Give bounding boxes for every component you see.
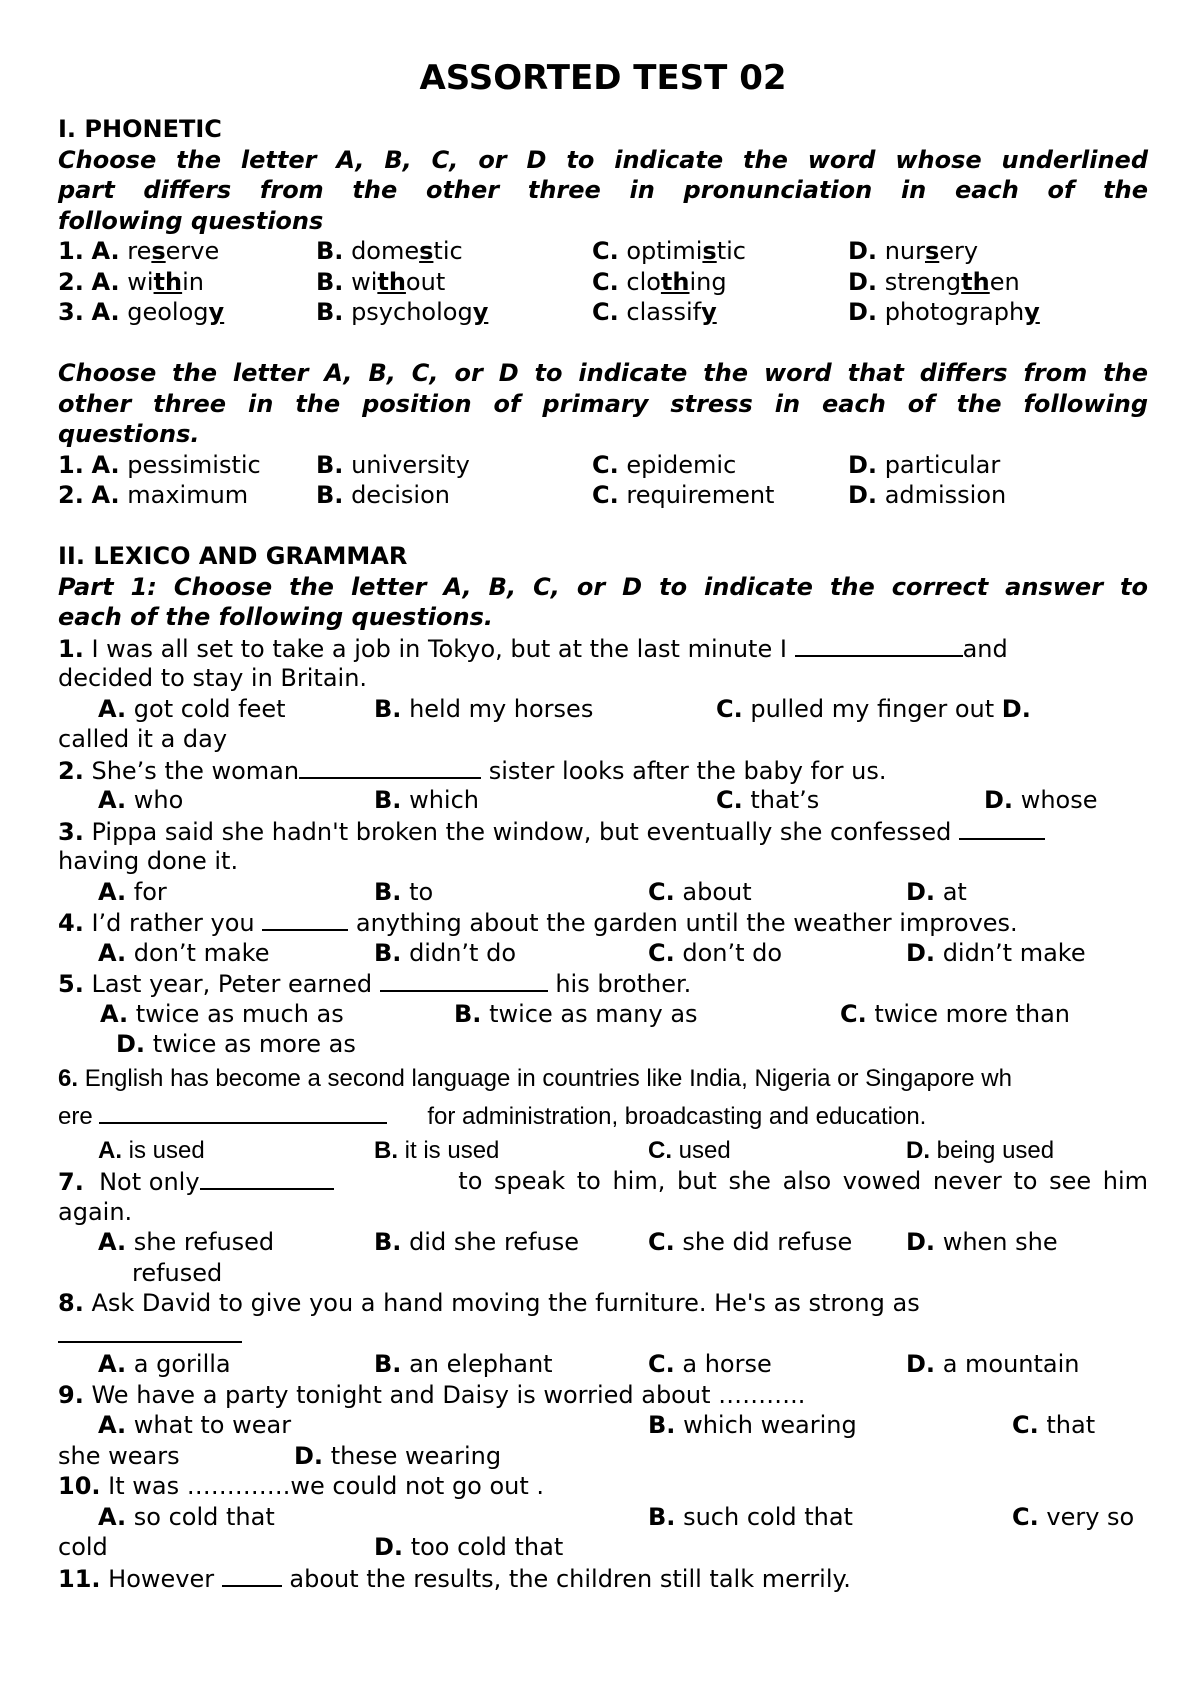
- question-2: 2. She’s the woman sister looks after the baby for us.: [58, 756, 887, 785]
- underlined-part: y: [701, 298, 717, 326]
- option-letter: B.: [316, 267, 344, 296]
- option-text: maximum: [127, 481, 249, 509]
- option-letter: D.: [848, 481, 878, 509]
- underlined-part: th: [961, 267, 990, 296]
- option-text: nur: [884, 237, 925, 265]
- option-text: in: [182, 267, 204, 296]
- option-letter: D.: [848, 450, 878, 479]
- option-text: ing: [689, 267, 727, 296]
- option-letter: B.: [316, 237, 344, 265]
- options-row: she wears D. these wearing: [58, 1441, 502, 1470]
- option: [316, 480, 450, 511]
- option-text: re: [127, 237, 152, 265]
- option-text: decision: [351, 481, 450, 509]
- instruction-line: following questions: [58, 206, 324, 235]
- question-number: 2.: [58, 481, 84, 509]
- option: [592, 236, 746, 267]
- option: [592, 267, 727, 298]
- option-letter: C.: [592, 298, 619, 326]
- option-text: requirement: [626, 481, 775, 509]
- question-text: [58, 1319, 1148, 1350]
- options-row: A. a gorilla B. an elephant C. a horse D. a mountain: [98, 1350, 1080, 1378]
- option-text: wi: [351, 267, 378, 296]
- instruction-line: part differs from the other three in pronunciation in each of the: [58, 176, 1148, 204]
- option-letter: A.: [91, 267, 120, 296]
- instruction-line: Choose the letter A, B, C, or D to indicate the word whose underlined: [58, 145, 1148, 174]
- option-letter: B.: [316, 450, 344, 479]
- option: [316, 450, 470, 481]
- option-letter: C.: [592, 237, 619, 265]
- option-text: clo: [626, 267, 661, 296]
- option-letter: B.: [316, 481, 344, 509]
- option: [848, 297, 1040, 328]
- section-heading-phonetic: I. PHONETIC: [58, 115, 222, 143]
- question-row: [58, 236, 1148, 267]
- option: [592, 450, 736, 481]
- answer-blank: [222, 1563, 282, 1587]
- option-letter: D.: [848, 267, 878, 296]
- option-text: out: [405, 267, 446, 296]
- option-letter: A.: [91, 237, 120, 265]
- question-11: 11. However about the results, the children still talk merrily.: [58, 1564, 851, 1593]
- option-text: optimi: [626, 237, 703, 265]
- options-row: D. twice as more as: [116, 1030, 356, 1058]
- answer-blank: [200, 1166, 334, 1190]
- options-row: A. what to wear B. which wearing C. that: [98, 1411, 1096, 1439]
- option-text: wi: [127, 267, 154, 296]
- instruction-line: Part 1: Choose the letter A, B, C, or D to indicate the correct answer to: [58, 572, 1148, 601]
- option-text: pessimistic: [127, 450, 261, 479]
- underlined-part: y: [1024, 298, 1040, 326]
- option: [848, 267, 1020, 298]
- option-text: admission: [884, 481, 1007, 509]
- answer-blank: [299, 755, 481, 779]
- option: [58, 480, 248, 511]
- option-text: particular: [884, 450, 1001, 479]
- option-letter: C.: [592, 481, 619, 509]
- option-letter: A.: [91, 298, 120, 326]
- question-7: 7. Not only to speak to him, but she also vowed never to see him: [58, 1167, 1148, 1196]
- question-9: 9. We have a party tonight and Daisy is worried about ………..: [58, 1380, 806, 1409]
- question-4: 4. I’d rather you anything about the garden until the weather improves.: [58, 909, 1018, 937]
- option: [316, 297, 488, 328]
- options-row: A. who B. which C. that’s D. whose: [98, 786, 1098, 814]
- option: [58, 297, 224, 328]
- options-row: refused: [132, 1258, 223, 1287]
- option-text: called it a day: [58, 725, 228, 753]
- option: [592, 480, 774, 511]
- option-text: dome: [351, 237, 420, 265]
- options-row: cold D. too cold that: [58, 1533, 564, 1561]
- underlined-part: s: [151, 237, 166, 265]
- underlined-part: y: [208, 298, 225, 326]
- question-6: 6. English has become a second language in countries like India, Nigeria or Singapore wh: [58, 1064, 1012, 1092]
- option-text: university: [351, 450, 470, 479]
- page-title: ASSORTED TEST 02: [419, 58, 787, 98]
- option-text: tic: [716, 237, 746, 265]
- question-number: 2.: [58, 267, 84, 296]
- option-text: psycholog: [351, 298, 473, 326]
- option: [592, 297, 717, 328]
- instruction-line: questions.: [58, 420, 200, 448]
- option-text: en: [989, 267, 1020, 296]
- question-row: [58, 450, 1148, 481]
- answer-blank: [380, 968, 548, 992]
- underlined-part: s: [924, 237, 940, 265]
- option-text: ery: [939, 237, 979, 265]
- option: [316, 236, 463, 267]
- question-8: 8. Ask David to give you a hand moving the furniture. He's as strong as: [58, 1289, 920, 1317]
- option: [58, 450, 261, 481]
- option: [848, 236, 978, 267]
- option-letter: B.: [316, 298, 344, 326]
- options-row: A. got cold feet B. held my horses C. pulled my finger out D.: [98, 694, 1031, 723]
- section-heading-lexico: II. LEXICO AND GRAMMAR: [58, 542, 408, 570]
- document-page: [58, 52, 1148, 1593]
- underlined-part: th: [377, 267, 406, 296]
- option-text: classif: [626, 298, 702, 326]
- option: [58, 267, 204, 298]
- option-letter: D.: [848, 298, 878, 326]
- question-number: 1.: [58, 450, 84, 479]
- option-text: geolog: [127, 298, 209, 326]
- options-row: A. so cold that B. such cold that C. very so: [98, 1502, 1135, 1531]
- question-text: again.: [58, 1197, 133, 1226]
- answer-blank: [262, 907, 348, 931]
- underlined-part: th: [153, 267, 183, 296]
- answer-blank: [99, 1100, 387, 1124]
- question-number: 3.: [58, 298, 84, 326]
- answer-blank: [58, 1319, 242, 1343]
- instruction-line: other three in the position of primary stress in each of the following: [58, 389, 1148, 418]
- option: [848, 450, 1000, 481]
- option: [316, 267, 445, 298]
- underlined-part: s: [419, 237, 434, 265]
- option-letter: A.: [91, 450, 120, 479]
- question-text: decided to stay in Britain.: [58, 664, 368, 692]
- option-text: streng: [884, 267, 962, 296]
- options-row: A. twice as much as B. twice as many as C. twice more than: [100, 999, 1071, 1028]
- answer-blank: [959, 816, 1045, 840]
- option-letter: C.: [592, 450, 619, 479]
- question-row: [58, 480, 1148, 511]
- answer-blank: [795, 633, 963, 657]
- question-text: ere for administration, broadcasting and education.: [58, 1098, 1148, 1136]
- option-letter: A.: [91, 481, 120, 509]
- question-5: 5. Last year, Peter earned his brother.: [58, 970, 692, 998]
- question-3: 3. Pippa said she hadn't broken the window, but eventually she confessed: [58, 816, 1148, 847]
- instruction-line: Choose the letter A, B, C, or D to indicate the word that differs from the: [58, 359, 1148, 387]
- underlined-part: s: [702, 237, 717, 265]
- option-text: photograph: [884, 298, 1025, 326]
- option-text: tic: [433, 237, 463, 265]
- question-number: 1.: [58, 237, 84, 265]
- underlined-part: y: [472, 298, 489, 326]
- option-letter: C.: [592, 267, 619, 296]
- option: [58, 236, 219, 267]
- question-row: [58, 297, 1148, 328]
- underlined-part: th: [660, 267, 690, 296]
- question-row: [58, 267, 1148, 298]
- question-1: 1. I was all set to take a job in Tokyo, but at the last minute I and: [58, 634, 1008, 663]
- instruction-line: each of the following questions.: [58, 603, 494, 631]
- options-row: A. don’t make B. didn’t do C. don’t do D. didn’t make: [98, 938, 1086, 967]
- option-text: erve: [165, 237, 220, 265]
- option-text: epidemic: [626, 450, 737, 479]
- options-row: A. is used B. it is used C. used D. being used: [98, 1136, 1055, 1164]
- question-10: 10. It was ………….we could not go out .: [58, 1472, 545, 1500]
- options-row: A. for B. to C. about D. at: [98, 877, 967, 906]
- option: [848, 480, 1006, 511]
- question-text: having done it.: [58, 847, 239, 875]
- options-row: A. she refused B. did she refuse C. she did refuse D. when she: [98, 1228, 1058, 1256]
- option-letter: D.: [848, 237, 878, 265]
